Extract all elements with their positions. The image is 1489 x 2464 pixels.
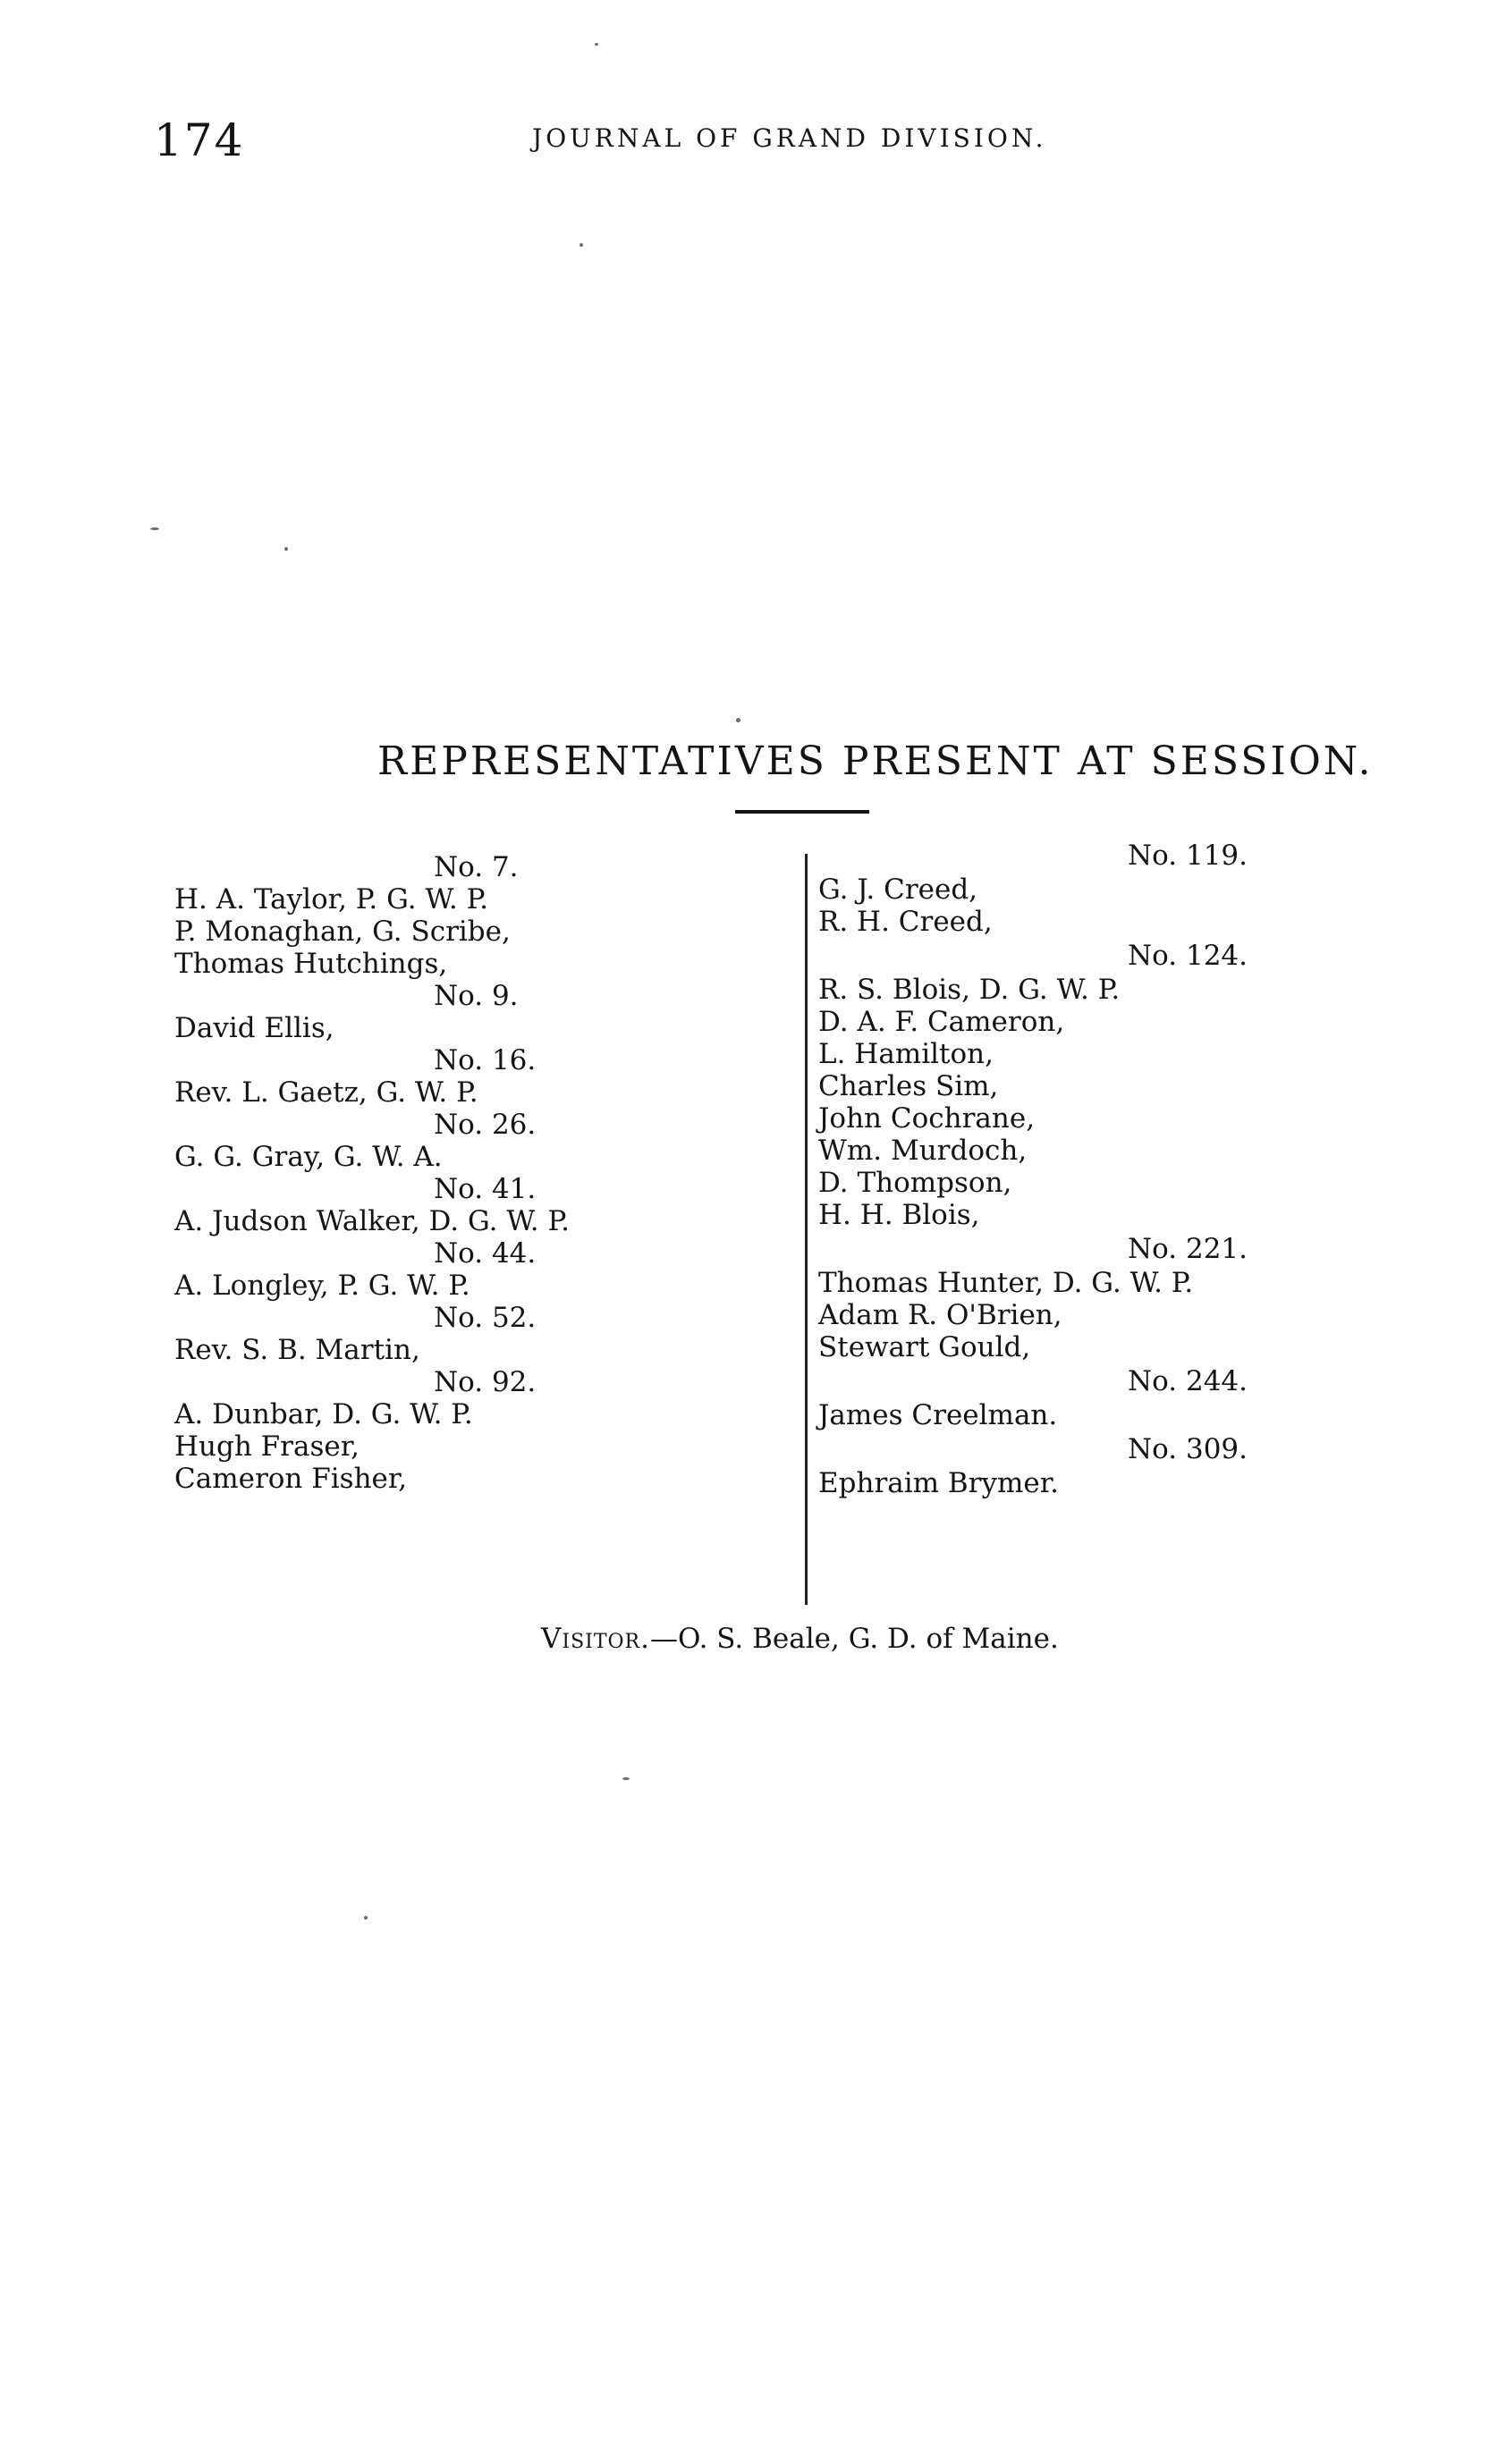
running-head: JOURNAL OF GRAND DIVISION. <box>532 123 1047 153</box>
page-number: 174 <box>154 114 245 166</box>
member-name: H. A. Taylor, P. G. W. P. <box>174 883 489 916</box>
lodge-number: No. 7. <box>434 851 519 883</box>
member-name: Charles Sim, <box>818 1070 999 1102</box>
lodge-number: No. 41. <box>434 1173 537 1205</box>
member-name: H. H. Blois, <box>818 1199 980 1231</box>
scan-speck <box>595 43 598 46</box>
member-name: G. J. Creed, <box>818 873 978 906</box>
member-name: Rev. S. B. Martin, <box>174 1334 420 1366</box>
lodge-number: No. 124. <box>1128 940 1248 972</box>
lodge-number: No. 9. <box>434 980 519 1012</box>
member-name: Ephraim Brymer. <box>818 1467 1060 1499</box>
member-name: Stewart Gould, <box>818 1331 1031 1363</box>
member-name: G. G. Gray, G. W. A. <box>174 1141 443 1173</box>
member-name: P. Monaghan, G. Scribe, <box>174 916 511 948</box>
column-divider <box>805 854 808 1605</box>
member-name: A. Dunbar, D. G. W. P. <box>174 1398 473 1430</box>
scan-speck <box>284 547 288 551</box>
lodge-number: No. 16. <box>434 1044 537 1076</box>
scan-speck <box>622 1777 630 1780</box>
member-name: D. Thompson, <box>818 1167 1012 1199</box>
member-name: A. Longley, P. G. W. P. <box>174 1270 470 1302</box>
right-column <box>818 838 1248 1499</box>
left-column <box>174 851 675 1495</box>
member-name: Cameron Fisher, <box>174 1463 408 1495</box>
member-name: Wm. Murdoch, <box>818 1135 1028 1167</box>
member-name: Rev. L. Gaetz, G. W. P. <box>174 1076 478 1109</box>
member-name: R. S. Blois, D. G. W. P. <box>818 974 1121 1006</box>
scan-speck <box>150 527 159 530</box>
lodge-number: No. 92. <box>434 1366 537 1398</box>
lodge-number: No. 26. <box>434 1109 537 1141</box>
member-name: D. A. F. Cameron, <box>818 1006 1065 1038</box>
lodge-number: No. 52. <box>434 1302 537 1334</box>
member-name: David Ellis, <box>174 1012 334 1044</box>
lodge-number: No. 309. <box>1128 1433 1248 1465</box>
section-title: REPRESENTATIVES PRESENT AT SESSION. <box>377 738 1374 784</box>
member-name: A. Judson Walker, D. G. W. P. <box>174 1205 570 1237</box>
member-name: Hugh Fraser, <box>174 1430 360 1463</box>
member-name: John Cochrane, <box>818 1102 1036 1135</box>
visitor-label: Visitor. <box>541 1623 650 1655</box>
lodge-number: No. 221. <box>1128 1233 1248 1265</box>
visitor-text: —O. S. Beale, G. D. of Maine. <box>649 1623 1059 1655</box>
scan-speck <box>580 243 583 247</box>
scan-speck <box>736 718 740 722</box>
member-name: Thomas Hutchings, <box>174 948 448 980</box>
member-name: L. Hamilton, <box>818 1038 994 1070</box>
member-name: James Creelman. <box>818 1399 1058 1431</box>
lodge-number: No. 244. <box>1128 1365 1248 1397</box>
title-rule <box>735 810 869 814</box>
visitor-line <box>541 1623 1059 1655</box>
lodge-number: No. 44. <box>434 1237 537 1270</box>
member-name: Adam R. O'Brien, <box>818 1299 1062 1331</box>
member-name: Thomas Hunter, D. G. W. P. <box>818 1267 1194 1299</box>
scan-speck <box>364 1916 368 1920</box>
lodge-number: No. 119. <box>1128 840 1248 872</box>
member-name: R. H. Creed, <box>818 906 993 938</box>
